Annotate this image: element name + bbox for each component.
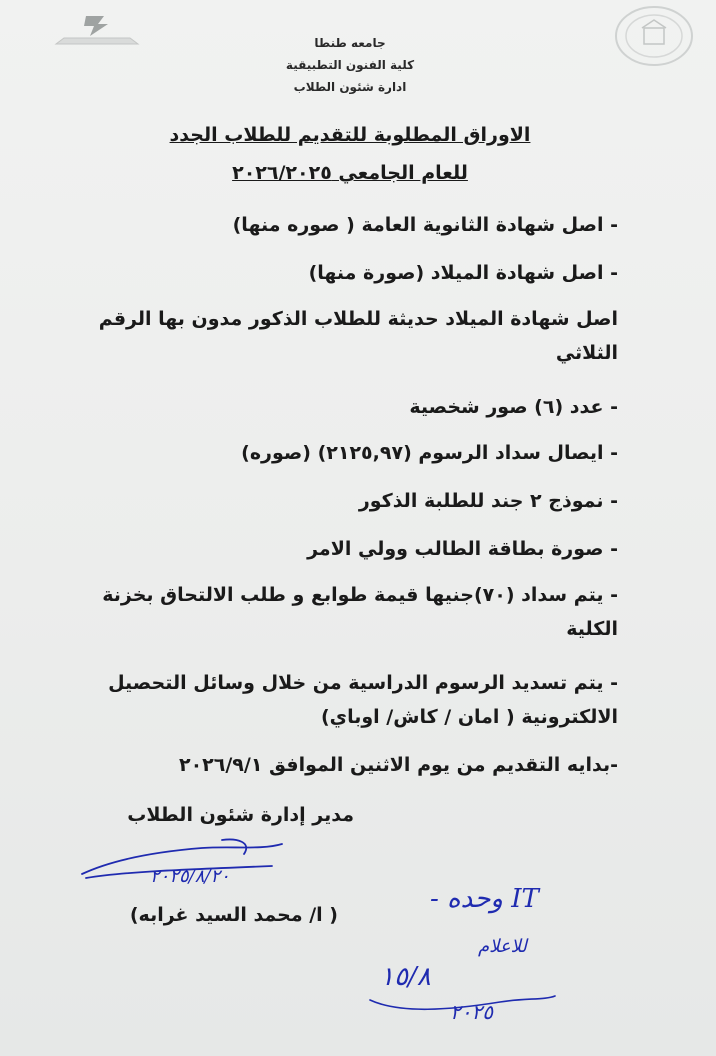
tanta-university-seal-icon: [612, 4, 696, 68]
requirement-item: - يتم تسديد الرسوم الدراسية من خلال وسائل التحصيل الالكترونية ( امان / كاش/ اوباي): [108, 672, 618, 728]
requirement-item: - ايصال سداد الرسوم (٢١٢٥,٩٧) (صوره): [241, 442, 618, 464]
requirement-item: اصل شهادة الميلاد حديثة للطلاب الذكور مدون بها الرقم الثلاثي: [98, 308, 618, 364]
handwritten-flourish: [360, 980, 560, 1030]
handwritten-note: للاعلام: [478, 936, 527, 957]
requirement-item: - صورة بطاقة الطالب وولي الامر: [307, 538, 618, 560]
department-name: ادارة شئون الطلاب: [293, 80, 407, 94]
requirement-item: - يتم سداد (٧٠)جنيها قيمة طوابع و طلب الالتحاق بخزنة الكلية: [102, 584, 618, 640]
applied-arts-logo-icon: [52, 8, 142, 50]
university-name: جامعه طنطا: [314, 36, 386, 50]
signature-date: ٢٠٢٥/٨/٢٠: [150, 866, 230, 887]
faculty-name: كلية الفنون التطبيقية: [285, 58, 415, 72]
requirement-item: -بدايه التقديم من يوم الاثنين الموافق ٢٠٢٦/٩/١: [178, 754, 618, 776]
signatory-name: ( ا/ محمد السيد غرابه): [129, 904, 338, 926]
requirement-item: - نموذج ٢ جند للطلبة الذكور: [358, 490, 618, 512]
academic-year: للعام الجامعي ٢٠٢٦/٢٠٢٥: [232, 162, 468, 184]
requirement-item: - اصل شهادة الميلاد (صورة منها): [308, 262, 618, 284]
handwritten-note: ٢٠٢٥: [450, 1000, 493, 1024]
signatory-role: مدير إدارة شئون الطلاب: [127, 804, 354, 826]
handwritten-note: ١٥/٨: [380, 962, 431, 992]
requirement-item: - اصل شهادة الثانوية العامة ( صوره منها): [232, 214, 618, 236]
handwritten-note: IT وحده -: [430, 884, 539, 914]
requirement-item: - عدد (٦) صور شخصية: [409, 396, 618, 418]
document-title: الاوراق المطلوبة للتقديم للطلاب الجدد: [169, 124, 531, 146]
